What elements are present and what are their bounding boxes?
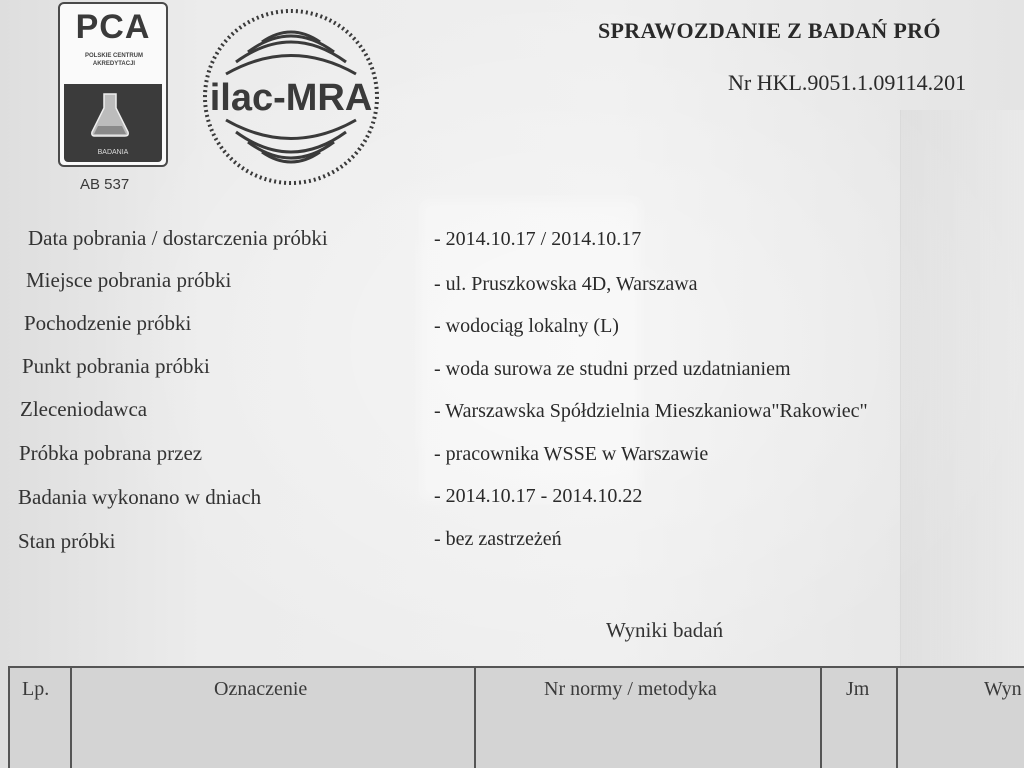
field-label: Próbka pobrana przez — [19, 441, 203, 465]
accreditation-code: AB 537 — [80, 176, 130, 193]
table-column — [476, 668, 822, 768]
field-label: Pochodzenie próbki — [24, 311, 192, 335]
field-label: Zleceniodawca — [20, 397, 148, 421]
field-value: - bez zastrzeżeń — [434, 528, 562, 550]
field-label: Miejsce pobrania próbki — [26, 268, 232, 292]
field-label: Data pobrania / dostarczenia próbki — [28, 226, 328, 250]
field-value: - Warszawska Spółdzielnia Mieszkaniowa"Rakowiec" — [434, 400, 868, 422]
table-column — [822, 668, 898, 768]
flask-icon — [90, 92, 130, 138]
pca-logo-subtitle — [64, 52, 164, 68]
table-column — [898, 668, 1024, 768]
field-label: Badania wykonano w dniach — [18, 485, 262, 509]
report-title: SPRAWOZDANIE Z BADAŃ PRÓ — [598, 18, 941, 43]
column-header-wynik: Wyn — [984, 678, 1022, 700]
pca-logo-title: PCA — [75, 8, 151, 46]
field-value: - wodociąg lokalny (L) — [434, 315, 619, 337]
field-value: - woda surowa ze studni przed uzdatnianiem — [434, 358, 791, 380]
field-value: - ul. Pruszkowska 4D, Warszawa — [434, 273, 698, 295]
ilac-mra-text: ilac-MRA — [209, 77, 373, 119]
field-label: Stan próbki — [18, 529, 116, 553]
field-value: - 2014.10.17 / 2014.10.17 — [434, 228, 642, 250]
column-header-lp: Lp. — [22, 678, 50, 700]
table-column — [10, 668, 72, 768]
report-number: Nr HKL.9051.1.09114.201 — [728, 70, 967, 95]
column-header-norma: Nr normy / metodyka — [544, 678, 717, 700]
paper-fold — [900, 110, 1024, 670]
pca-logo-badge — [64, 84, 162, 162]
pca-logo-subtitle-line1: POLSKIE CENTRUM — [84, 53, 143, 59]
pca-logo-subtitle-line2: AKREDYTACJI — [92, 61, 136, 67]
column-header-oznaczenie: Oznaczenie — [214, 678, 308, 700]
results-title: Wyniki badań — [606, 618, 724, 642]
table-column — [72, 668, 476, 768]
column-header-jm: Jm — [846, 678, 870, 700]
ilac-mra-logo — [196, 2, 386, 192]
field-value: - pracownika WSSE w Warszawie — [434, 443, 709, 465]
field-value: - 2014.10.17 - 2014.10.22 — [434, 485, 643, 507]
pca-logo — [58, 2, 168, 167]
field-label: Punkt pobrania próbki — [22, 354, 210, 378]
pca-logo-badge-text: BADANIA — [97, 149, 129, 156]
results-table — [8, 666, 1024, 768]
